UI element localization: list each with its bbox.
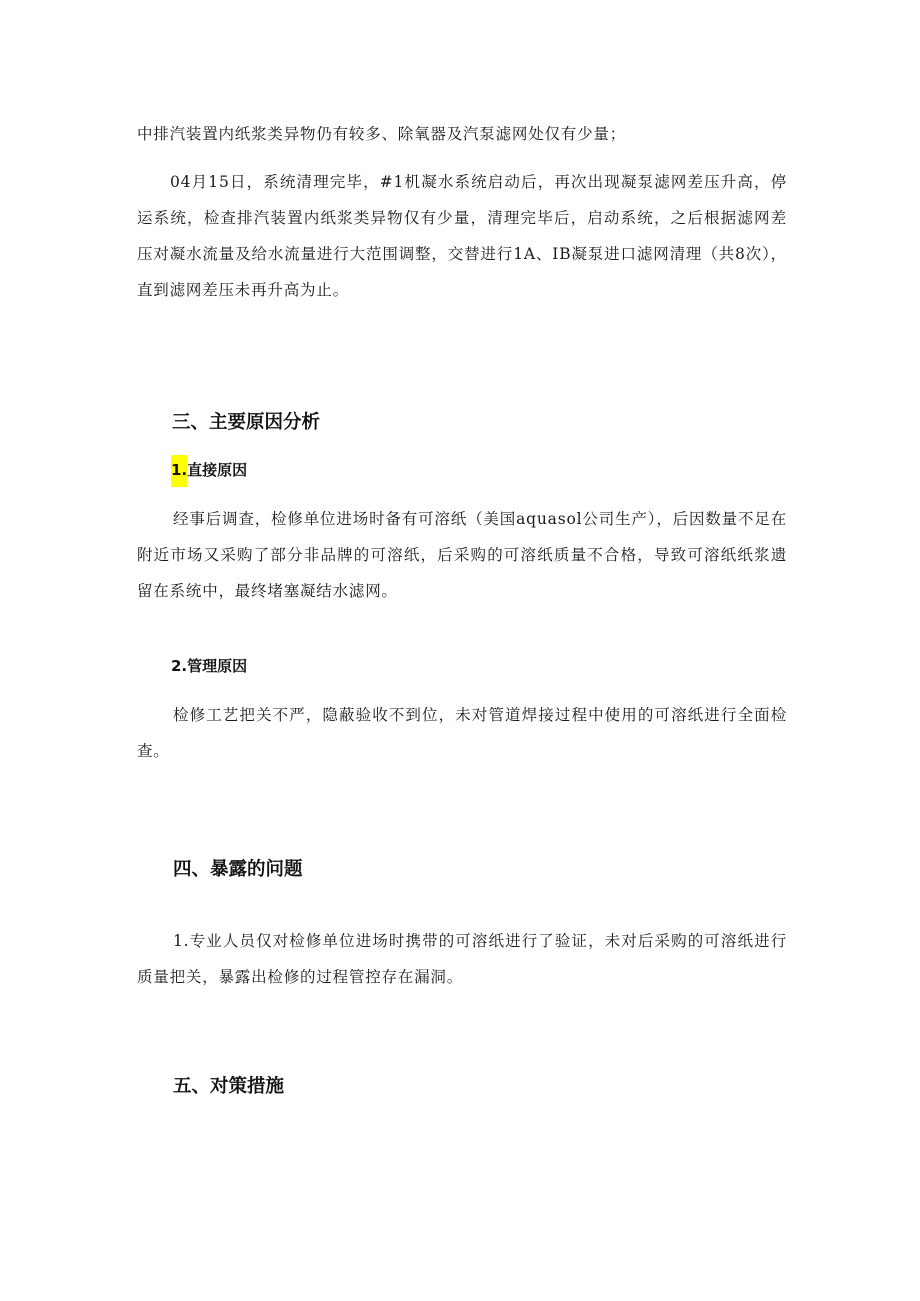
section-heading-exposed-issues: 四、暴露的问题 (173, 859, 303, 880)
paragraph-0415-event: 04月15日，系统清理完毕，#1机凝水系统启动后，再次出现凝泵滤网差压升高，停运系统，检查排汽装置内纸浆类异物仅有少量，清理完毕后，启动系统，之后根据滤网差压对凝水流量及给水流量进行大范围调整，交替进行1A、IB凝泵进口滤网清理（共8次），直到滤网差压未再升高为止。 (137, 173, 787, 299)
subheading-direct-cause-label: 直接原因 (187, 461, 248, 479)
subheading-management-cause: 2.管理原因 (171, 657, 248, 675)
paragraph-exposed-issue-1: 1.专业人员仅对检修单位进场时携带的可溶纸进行了验证，未对后采购的可溶纸进行质量把关，暴露出检修的过程管控存在漏洞。 (137, 932, 787, 986)
section-heading-countermeasures: 五、对策措施 (173, 1076, 285, 1097)
section-heading-cause-analysis: 三、主要原因分析 (172, 412, 321, 433)
paragraph-continuation: 中排汽装置内纸浆类异物仍有较多、除氧器及汽泵滤网处仅有少量； (137, 125, 627, 143)
paragraph-direct-cause: 经事后调查，检修单位进场时备有可溶纸（美国aquasol公司生产），后因数量不足在附近市场又采购了部分非品牌的可溶纸，后采购的可溶纸质量不合格，导致可溶纸纸浆遗留在系统中，最终堵塞凝结水滤网。 (137, 510, 787, 600)
paragraph-management-cause: 检修工艺把关不严，隐蔽验收不到位，未对管道焊接过程中使用的可溶纸进行全面检查。 (137, 706, 787, 760)
highlighted-number: 1. (171, 455, 187, 487)
subheading-direct-cause (171, 459, 247, 481)
